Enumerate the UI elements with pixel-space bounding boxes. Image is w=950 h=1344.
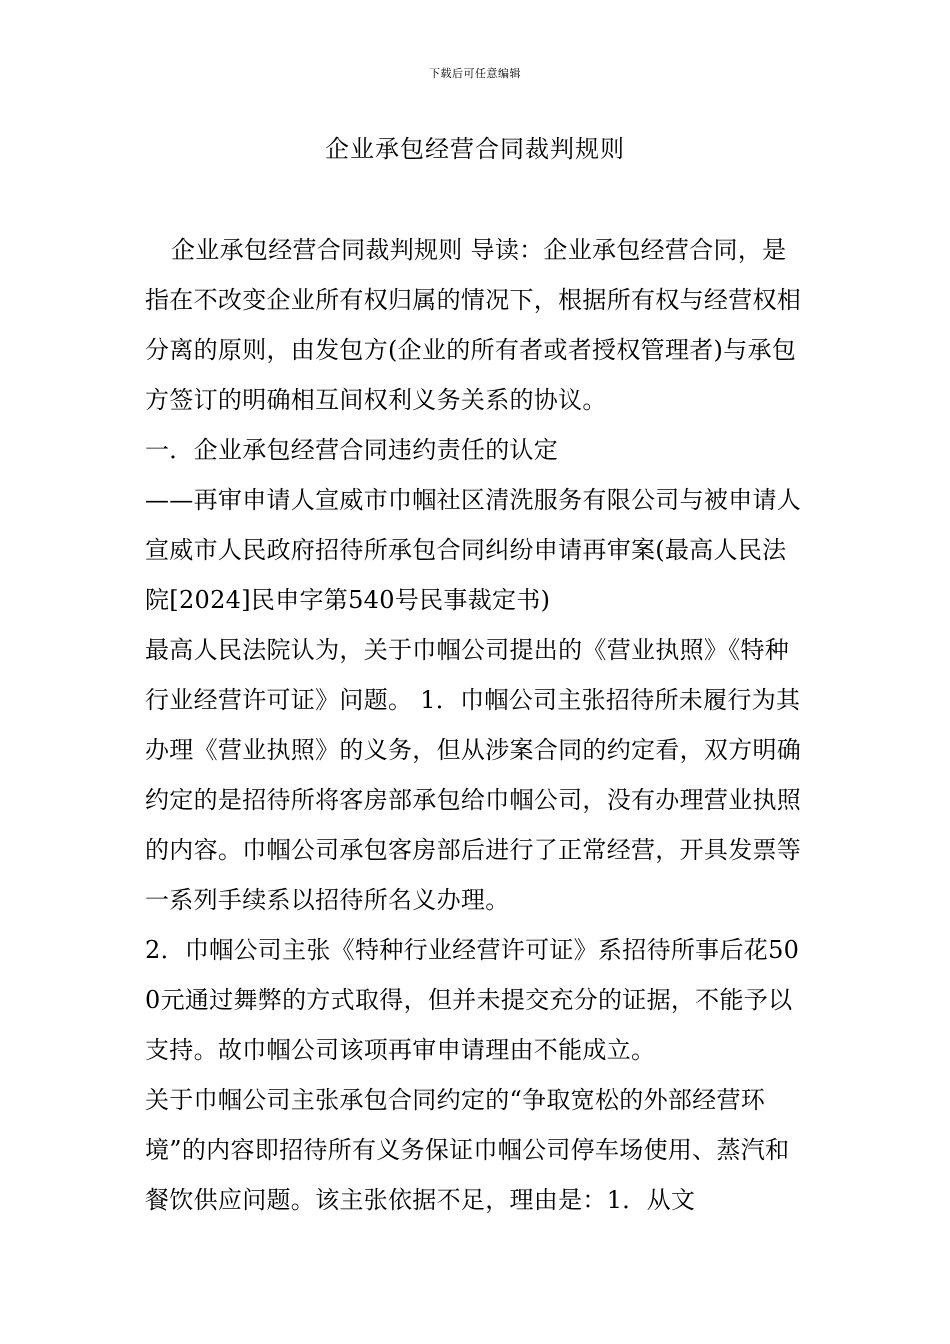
environment-claim-paragraph: 关于巾帼公司主张承包合同约定的“争取宽松的外部经营环境”的内容即招待所有义务保证巾帼公司停车场使用、蒸汽和餐饮供应问题。该主张依据不足，理由是：1．从文: [145, 1086, 790, 1214]
court-opinion-paragraph: 最高人民法院认为，关于巾帼公司提出的《营业执照》《特种行业经营许可证》问题。 1．巾帼公司主张招待所未履行为其办理《营业执照》的义务，但从涉案合同的约定看，双方明确约定的是招待所将客房部承包给巾帼公司，没有办理营业执照的内容。巾帼公司承包客房部后进行了正常经营，开具发票等一系列手续系以招待所名义办理。: [145, 636, 802, 914]
intro-paragraph: 企业承包经营合同裁判规则 导读：企业承包经营合同，是指在不改变企业所有权归属的情况下，根据所有权与经营权相分离的原则，由发包方(企业的所有者或者授权管理者)与承包方签订的明确相互间权利义务关系的协议。: [145, 236, 802, 414]
header-note: 下载后可任意编辑: [429, 67, 521, 80]
document-title: 企业承包经营合同裁判规则: [325, 135, 625, 163]
document-body: [145, 225, 810, 1225]
section-heading: 一．企业承包经营合同违约责任的认定: [145, 436, 559, 464]
case-citation-paragraph: ——再审申请人宣威市巾帼社区清洗服务有限公司与被申请人宣威市人民政府招待所承包合同纠纷申请再审案(最高人民法院[2024]民申字第540号民事裁定书): [145, 486, 802, 614]
point-two-paragraph: 2．巾帼公司主张《特种行业经营许可证》系招待所事后花500元通过舞弊的方式取得，但并未提交充分的证据，不能予以支持。故巾帼公司该项再审申请理由不能成立。: [145, 936, 800, 1064]
